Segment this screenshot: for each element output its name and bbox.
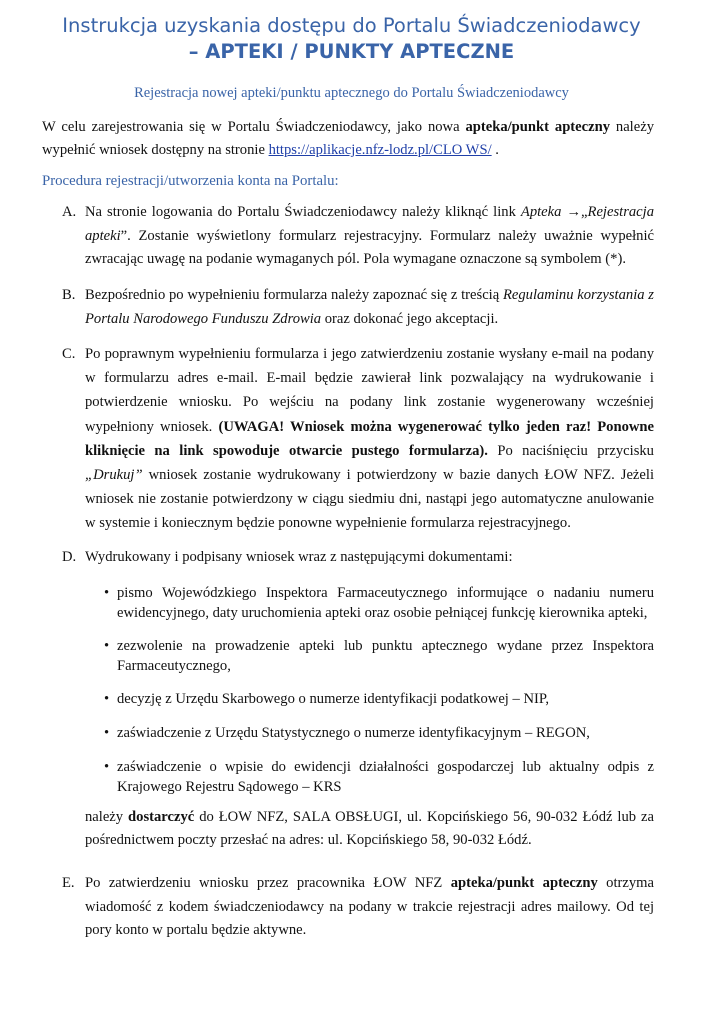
bullet-icon: • (104, 585, 110, 601)
item-b-text: Bezpośrednio po wypełnieniu formularza należy zapoznać się z treścią (85, 287, 503, 303)
list-item (104, 723, 654, 743)
bullet-text: zaświadczenie o wpisie do ewidencji działalności gospodarczej lub aktualny odpis z Krajowego Rejestru Sądowego – KRS (117, 759, 654, 795)
item-e-text: Po zatwierdzeniu wniosku przez pracownika ŁOW NFZ (85, 875, 451, 891)
bullet-text: pismo Wojewódzkiego Inspektora Farmaceutycznego informujące o nadaniu numeru ewidencyjnego, daty uruchomienia apteki oraz osobie pełniącej funkcję kierownika apteki, (117, 585, 654, 621)
delivery-paragraph (85, 806, 654, 852)
item-c-italic: „Drukuj” (85, 467, 143, 484)
item-a-italic-1: Apteka → (520, 204, 582, 220)
list-item-d (62, 546, 654, 570)
bullet-icon: • (104, 759, 110, 775)
item-b-text-2: oraz dokonać jego akceptacji. (321, 310, 499, 327)
list-label: B. (62, 287, 76, 303)
item-c-text-2: Po naciśnięciu przycisku (487, 442, 654, 459)
page-title-subline: – APTEKI / PUNKTY APTECZNE (188, 40, 515, 63)
page-title: Instrukcja uzyskania dostępu do Portalu Świadczeniodawcy (62, 14, 641, 37)
item-e-text-2: otrzyma wiadomość z kodem świadczeniodawcy na podany w trakcie rejestracji adres mailowy. Od tej pory konto w portalu będzie aktywne. (85, 875, 654, 938)
list-label: E. (62, 875, 75, 891)
list-item (104, 636, 654, 676)
list-label: C. (62, 346, 76, 362)
intro-text-3: . (491, 142, 499, 158)
list-item-e (62, 872, 654, 943)
intro-text-2: należy wypełnić wniosek dostępny na stronie (42, 119, 654, 158)
list-item (104, 757, 654, 797)
item-c-text-3: wniosek zostanie wydrukowany i potwierdzony w bazie danych ŁOW NFZ. Jeżeli wniosek nie zostanie potwierdzony w ciągu siedmiu dni, nastąpi jego automatyczne anulowanie w systemie i koniecznym będzie ponowne wypełnienie formularza rejestracyjnego. (85, 467, 654, 532)
item-e-bold: apteka/punkt apteczny (450, 875, 598, 891)
delivery-text-2: do ŁOW NFZ, SALA OBSŁUGI, ul. Kopcińskiego 56, 90-032 Łódź lub za pośrednictwem poczty przesłać na adres: ul. Kopcińskiego 58, 90-032 Łódź. (85, 809, 654, 848)
bullet-text: zaświadczenie z Urzędu Statystycznego o numerze identyfikacyjnym – REGON, (117, 725, 590, 741)
registration-link[interactable]: https://aplikacje.nfz-lodz.pl/CLO WS/ (268, 142, 492, 158)
intro-paragraph (42, 116, 654, 162)
item-b-italic: Regulaminu korzystania z Portalu Narodowego Funduszu Zdrowia (85, 287, 654, 327)
item-c-text: Po poprawnym wypełnieniu formularza i jego zatwierdzeniu zostanie wysłany e-mail na podany w formularzu adres e-mail. E-mail będzie zawierał link pozwalający na wydrukowanie i potwierdzenie wniosku. Po wejściu na podany link zostanie wygenerowany wcześniej wypełniony wniosek. (85, 346, 654, 435)
bullet-icon: • (104, 691, 110, 707)
bullet-icon: • (104, 638, 110, 654)
item-a-text: Na stronie logowania do Portalu Świadczeniodawcy należy kliknąć link (85, 204, 521, 220)
list-item (104, 583, 654, 623)
bullet-text: decyzję z Urzędu Skarbowego o numerze identyfikacji podatkowej – NIP, (117, 691, 549, 707)
list-label: D. (62, 549, 77, 565)
delivery-bold: dostarczyć (128, 809, 195, 825)
item-a-italic-2: Rejestracja apteki (85, 204, 654, 244)
list-item-c (62, 342, 654, 536)
list-item-a (62, 201, 654, 272)
intro-bold: apteka/punkt apteczny (465, 119, 611, 135)
item-a-quote: „ (581, 204, 588, 220)
section-subtitle: Rejestracja nowej apteki/punktu aptecznego do Portalu Świadczeniodawcy (134, 85, 569, 101)
delivery-text: należy (85, 809, 129, 825)
list-item (104, 689, 654, 709)
bullet-icon: • (104, 725, 110, 741)
item-c-warning: (UWAGA! Wniosek można wygenerować tylko jeden raz! Ponowne kliknięcie na link spowoduje otwarcie pustego formularza). (85, 418, 654, 459)
item-d-text: Wydrukowany i podpisany wniosek wraz z następującymi dokumentami: (85, 549, 513, 565)
procedure-heading: Procedura rejestracji/utworzenia konta na Portalu: (42, 173, 339, 189)
bullet-text: zezwolenie na prowadzenie apteki lub punktu aptecznego wydane przez Inspektora Farmaceutycznego, (117, 638, 654, 674)
list-item-b (62, 284, 654, 331)
list-label: A. (62, 204, 77, 220)
intro-text: W celu zarejestrowania się w Portalu Świadczeniodawcy, jako nowa (42, 119, 466, 135)
item-a-text-2: ”. Zostanie wyświetlony formularz rejestracyjny. Formularz należy uważnie wypełnić zwracając uwagę na podanie wymaganych pól. Pola wymagane oznaczone są symbolem (*). (85, 227, 654, 267)
